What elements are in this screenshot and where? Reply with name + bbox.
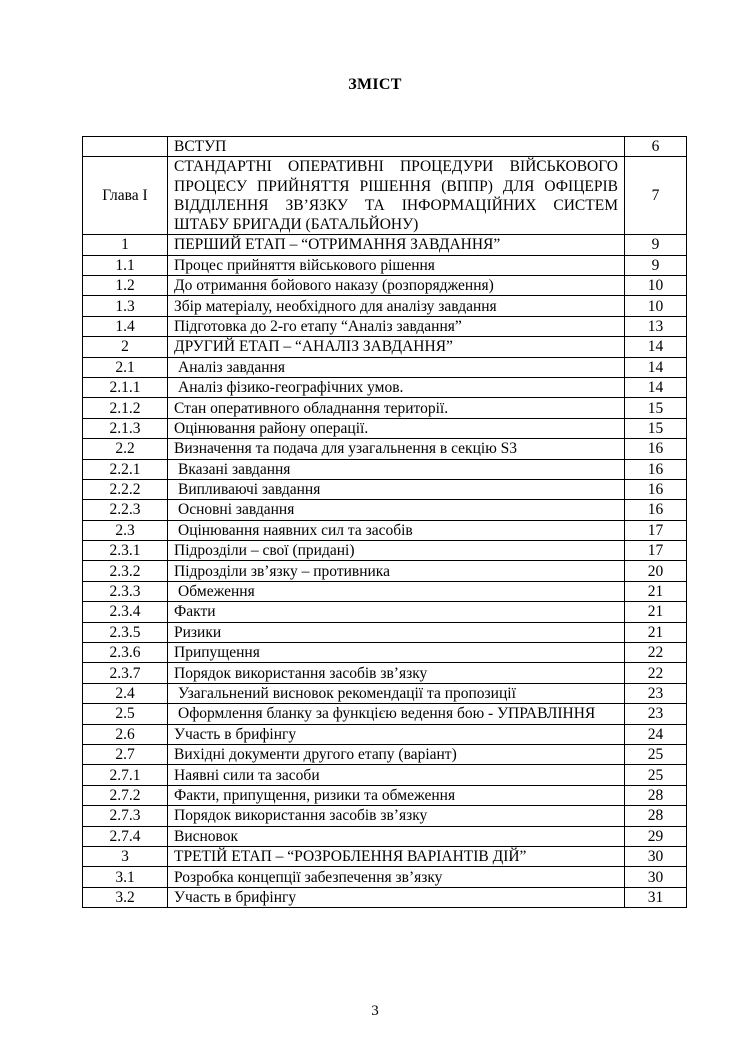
toc-section-title: Аналіз завдання (168, 357, 625, 377)
toc-section-number: 2.3.2 (83, 561, 168, 581)
toc-section-number: Глава І (83, 157, 168, 235)
toc-section-title: Визначення та подача для узагальнення в секцію S3 (168, 439, 625, 459)
toc-section-number: 2.1.3 (83, 418, 168, 438)
toc-section-number: 2.1 (83, 357, 168, 377)
toc-section-title: Збір матеріалу, необхідного для аналізу завдання (168, 296, 625, 316)
toc-row (83, 622, 687, 642)
toc-page-number: 9 (625, 235, 687, 255)
toc-page-number: 16 (625, 439, 687, 459)
toc-row (83, 724, 687, 744)
toc-section-number: 2.1.1 (83, 377, 168, 397)
toc-section-number: 2.6 (83, 724, 168, 744)
toc-section-number: 2.2.3 (83, 500, 168, 520)
toc-section-number: 3 (83, 846, 168, 866)
toc-section-title: До отримання бойового наказу (розпорядження) (168, 275, 625, 295)
toc-page-number: 30 (625, 867, 687, 887)
toc-row (83, 459, 687, 479)
toc-section-title: Основні завдання (168, 500, 625, 520)
toc-section-number: 2.7.2 (83, 785, 168, 805)
toc-section-number: 2.3 (83, 520, 168, 540)
toc-page-number: 16 (625, 500, 687, 520)
toc-section-number: 2.7.1 (83, 765, 168, 785)
toc-page-number: 25 (625, 744, 687, 764)
toc-row (83, 296, 687, 316)
toc-page-number: 10 (625, 275, 687, 295)
toc-row (83, 704, 687, 724)
toc-page-number: 21 (625, 622, 687, 642)
toc-section-number: 2.3.5 (83, 622, 168, 642)
toc-row (83, 826, 687, 846)
toc-row (83, 663, 687, 683)
toc-row (83, 255, 687, 275)
toc-page-number: 15 (625, 398, 687, 418)
toc-row (83, 479, 687, 499)
toc-section-title: Факти, припущення, ризики та обмеження (168, 785, 625, 805)
toc-section-number: 1.1 (83, 255, 168, 275)
toc-page-number: 15 (625, 418, 687, 438)
toc-page-number: 6 (625, 137, 687, 157)
toc-page-number: 20 (625, 561, 687, 581)
toc-row (83, 541, 687, 561)
toc-page-number: 16 (625, 459, 687, 479)
toc-section-title: Вихідні документи другого етапу (варіант) (168, 744, 625, 764)
toc-section-title: Участь в брифінгу (168, 887, 625, 907)
toc-page-number: 9 (625, 255, 687, 275)
toc-row (83, 137, 687, 157)
toc-row (83, 500, 687, 520)
toc-row (83, 683, 687, 703)
toc-row (83, 275, 687, 295)
toc-section-number: 2.2 (83, 439, 168, 459)
toc-row (83, 765, 687, 785)
toc-body (83, 137, 687, 908)
toc-section-number: 1.2 (83, 275, 168, 295)
toc-section-number: 2.3.1 (83, 541, 168, 561)
toc-section-title: Оцінювання району операції. (168, 418, 625, 438)
toc-section-number: 2.2.1 (83, 459, 168, 479)
toc-page-number: 30 (625, 846, 687, 866)
toc-row (83, 602, 687, 622)
toc-section-title: Аналіз фізико-географічних умов. (168, 377, 625, 397)
toc-section-title: Ризики (168, 622, 625, 642)
toc-section-title: СТАНДАРТНІ ОПЕРАТИВНІ ПРОЦЕДУРИ ВІЙСЬКОВОГО ПРОЦЕСУ ПРИЙНЯТТЯ РІШЕННЯ (ВППР) ДЛЯ ОФІЦЕРІВ ВІДДІЛЕННЯ ЗВ’ЯЗКУ ТА ІНФОРМАЦІЙНИХ СИСТЕМ ШТАБУ БРИГАДИ (БАТАЛЬЙОНУ) (168, 157, 625, 235)
toc-page-number: 24 (625, 724, 687, 744)
toc-page-number: 28 (625, 806, 687, 826)
toc-section-number: 1.3 (83, 296, 168, 316)
toc-section-title: Порядок використання засобів зв’язку (168, 806, 625, 826)
toc-row (83, 806, 687, 826)
toc-page-number: 29 (625, 826, 687, 846)
toc-section-title: Припущення (168, 643, 625, 663)
toc-row (83, 561, 687, 581)
toc-section-title: Узагальнений висновок рекомендації та пропозиції (168, 683, 625, 703)
toc-section-number: 2.2.2 (83, 479, 168, 499)
toc-row (83, 418, 687, 438)
toc-row (83, 357, 687, 377)
toc-section-number: 3.1 (83, 867, 168, 887)
toc-page-number: 23 (625, 704, 687, 724)
toc-page-number: 14 (625, 377, 687, 397)
toc-page-number: 21 (625, 602, 687, 622)
toc-section-title: Підготовка до 2-го етапу “Аналіз завдання” (168, 316, 625, 336)
toc-row (83, 235, 687, 255)
toc-page-number: 21 (625, 581, 687, 601)
toc-section-number: 2.3.4 (83, 602, 168, 622)
toc-page-number: 13 (625, 316, 687, 336)
toc-section-title: Оформлення бланку за функцією ведення бою - УПРАВЛІННЯ (168, 704, 625, 724)
toc-section-title: Факти (168, 602, 625, 622)
toc-row (83, 581, 687, 601)
toc-section-title: Вказані завдання (168, 459, 625, 479)
toc-section-title: Оцінювання наявних сил та засобів (168, 520, 625, 540)
toc-page-number: 7 (625, 157, 687, 235)
toc-section-title: Розробка концепції забезпечення зв’язку (168, 867, 625, 887)
toc-section-title: Випливаючі завдання (168, 479, 625, 499)
toc-row (83, 439, 687, 459)
toc-page-number: 14 (625, 357, 687, 377)
toc-section-title: ВСТУП (168, 137, 625, 157)
toc-section-number: 1.4 (83, 316, 168, 336)
toc-row (83, 337, 687, 357)
toc-row (83, 377, 687, 397)
toc-row (83, 785, 687, 805)
toc-section-number: 2.7 (83, 744, 168, 764)
page-title: ЗМІСТ (348, 76, 402, 93)
toc-row (83, 643, 687, 663)
toc-section-number: 3.2 (83, 887, 168, 907)
toc-page-number: 10 (625, 296, 687, 316)
toc-row (83, 744, 687, 764)
toc-section-number: 1 (83, 235, 168, 255)
toc-section-number: 2 (83, 337, 168, 357)
toc-section-title: ТРЕТІЙ ЕТАП – “РОЗРОБЛЕННЯ ВАРІАНТІВ ДІЙ” (168, 846, 625, 866)
toc-section-number: 2.3.3 (83, 581, 168, 601)
toc-section-number: 2.3.7 (83, 663, 168, 683)
toc-section-title: Участь в брифінгу (168, 724, 625, 744)
toc-section-title: Підрозділи – свої (придані) (168, 541, 625, 561)
toc-page-number: 28 (625, 785, 687, 805)
table-of-contents (82, 136, 687, 908)
toc-row (83, 846, 687, 866)
toc-section-title: Наявні сили та засоби (168, 765, 625, 785)
toc-page-number: 17 (625, 541, 687, 561)
toc-section-title: Обмеження (168, 581, 625, 601)
toc-row (83, 520, 687, 540)
toc-section-number (83, 137, 168, 157)
toc-row (83, 398, 687, 418)
toc-section-number: 2.5 (83, 704, 168, 724)
toc-row (83, 316, 687, 336)
toc-page-number: 23 (625, 683, 687, 703)
toc-page-number: 16 (625, 479, 687, 499)
toc-section-title: Стан оперативного обладнання території. (168, 398, 625, 418)
toc-row (83, 867, 687, 887)
toc-page-number: 22 (625, 663, 687, 683)
page-number: 3 (371, 1003, 379, 1019)
toc-section-number: 2.7.3 (83, 806, 168, 826)
toc-section-number: 2.1.2 (83, 398, 168, 418)
toc-row (83, 887, 687, 907)
toc-page-number: 14 (625, 337, 687, 357)
toc-section-title: Висновок (168, 826, 625, 846)
toc-section-number: 2.3.6 (83, 643, 168, 663)
toc-section-title: ДРУГИЙ ЕТАП – “АНАЛІЗ ЗАВДАННЯ” (168, 337, 625, 357)
toc-section-number: 2.4 (83, 683, 168, 703)
toc-section-title: ПЕРШИЙ ЕТАП – “ОТРИМАННЯ ЗАВДАННЯ” (168, 235, 625, 255)
toc-section-title: Порядок використання засобів зв’язку (168, 663, 625, 683)
toc-page-number: 22 (625, 643, 687, 663)
toc-page-number: 25 (625, 765, 687, 785)
toc-section-title: Процес прийняття військового рішення (168, 255, 625, 275)
toc-section-number: 2.7.4 (83, 826, 168, 846)
toc-page-number: 17 (625, 520, 687, 540)
toc-row (83, 157, 687, 235)
toc-section-title: Підрозділи зв’язку – противника (168, 561, 625, 581)
toc-page-number: 31 (625, 887, 687, 907)
